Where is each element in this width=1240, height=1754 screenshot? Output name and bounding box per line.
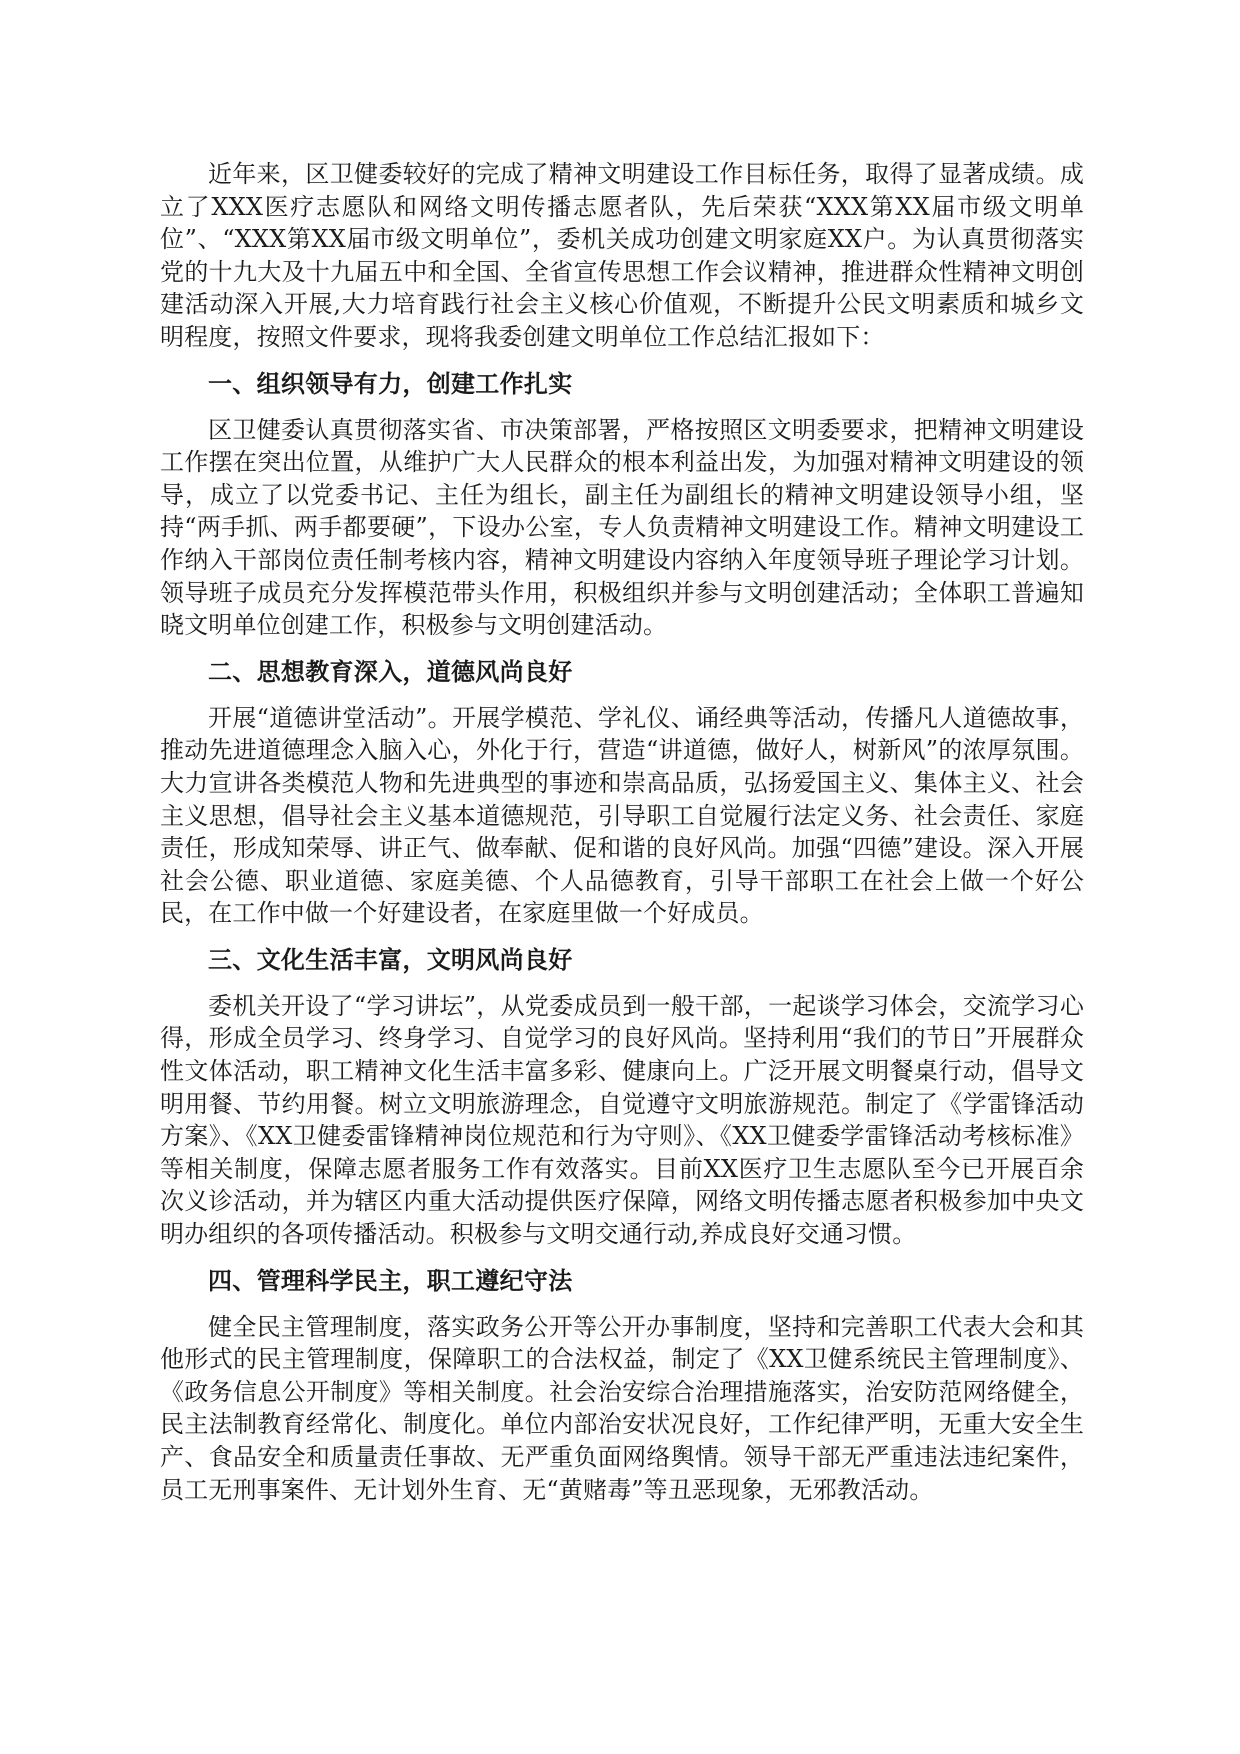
section-3-heading: 三、文化生活丰富，文明风尚良好 <box>208 945 573 974</box>
section-4-heading: 四、管理科学民主，职工遵纪守法 <box>208 1266 573 1295</box>
document-body <box>160 158 1084 1506</box>
section-1-paragraph: 区卫健委认真贯彻落实省、市决策部署，严格按照区文明委要求，把精神文明建设工作摆在突出位置，从维护广大人民群众的根本利益出发，为加强对精神文明建设的领导，成立了以党委书记、主任为组长，副主任为副组长的精神文明建设领导小组，坚持“两手抓、两手都要硬”，下设办公室，专人负责精神文明建设工作。精神文明建设工作纳入干部岗位责任制考核内容，精神文明建设内容纳入年度领导班子理论学习计划。领导班子成员充分发挥模范带头作用，积极组织并参与文明创建活动；全体职工普遍知晓文明单位创建工作，积极参与文明创建活动。 <box>160 415 1084 640</box>
section-2-paragraph: 开展“道德讲堂活动”。开展学模范、学礼仪、诵经典等活动，传播凡人道德故事，推动先进道德理念入脑入心，外化于行，营造“讲道德，做好人，树新风”的浓厚氛围。大力宣讲各类模范人物和先进典型的事迹和崇高品质，弘扬爱国主义、集体主义、社会主义思想，倡导社会主义基本道德规范，引导职工自觉履行法定义务、社会责任、家庭责任，形成知荣辱、讲正气、做奉献、促和谐的良好风尚。加强“四德”建设。深入开展社会公德、职业道德、家庭美德、个人品德教育，引导干部职工在社会上做一个好公民，在工作中做一个好建设者，在家庭里做一个好成员。 <box>160 703 1084 928</box>
section-1-heading: 一、组织领导有力，创建工作扎实 <box>208 369 573 398</box>
section-4-paragraph: 健全民主管理制度，落实政务公开等公开办事制度，坚持和完善职工代表大会和其他形式的民主管理制度，保障职工的合法权益，制定了《XX卫健系统民主管理制度》、《政务信息公开制度》等相关制度。社会治安综合治理措施落实，治安防范网络健全，民主法制教育经常化、制度化。单位内部治安状况良好，工作纪律严明，无重大安全生产、食品安全和质量责任事故、无严重负面网络舆情。领导干部无严重违法违纪案件，员工无刑事案件、无计划外生育、无“黄赌毒”等丑恶现象，无邪教活动。 <box>160 1312 1084 1504</box>
section-2-heading: 二、思想教育深入，道德风尚良好 <box>208 657 573 686</box>
section-3-paragraph: 委机关开设了“学习讲坛”，从党委成员到一般干部，一起谈学习体会，交流学习心得，形成全员学习、终身学习、自觉学习的良好风尚。坚持利用“我们的节日”开展群众性文体活动，职工精神文化生活丰富多彩、健康向上。广泛开展文明餐桌行动，倡导文明用餐、节约用餐。树立文明旅游理念，自觉遵守文明旅游规范。制定了《学雷锋活动方案》、《XX卫健委雷锋精神岗位规范和行为守则》、《XX卫健委学雷锋活动考核标准》等相关制度，保障志愿者服务工作有效落实。目前XX医疗卫生志愿队至今已开展百余次义诊活动，并为辖区内重大活动提供医疗保障，网络文明传播志愿者积极参加中央文明办组织的各项传播活动。积极参与文明交通行动,养成良好交通习惯。 <box>160 991 1084 1249</box>
intro-paragraph: 近年来，区卫健委较好的完成了精神文明建设工作目标任务，取得了显著成绩。成立了XXX医疗志愿队和网络文明传播志愿者队，先后荣获“XXX第XX届市级文明单位”、“XXX第XX届市级文明单位”，委机关成功创建文明家庭XX户。为认真贯彻落实党的十九大及十九届五中和全国、全省宣传思想工作会议精神，推进群众性精神文明创建活动深入开展,大力培育践行社会主义核心价值观，不断提升公民文明素质和城乡文明程度，按照文件要求，现将我委创建文明单位工作总结汇报如下： <box>160 160 1084 351</box>
